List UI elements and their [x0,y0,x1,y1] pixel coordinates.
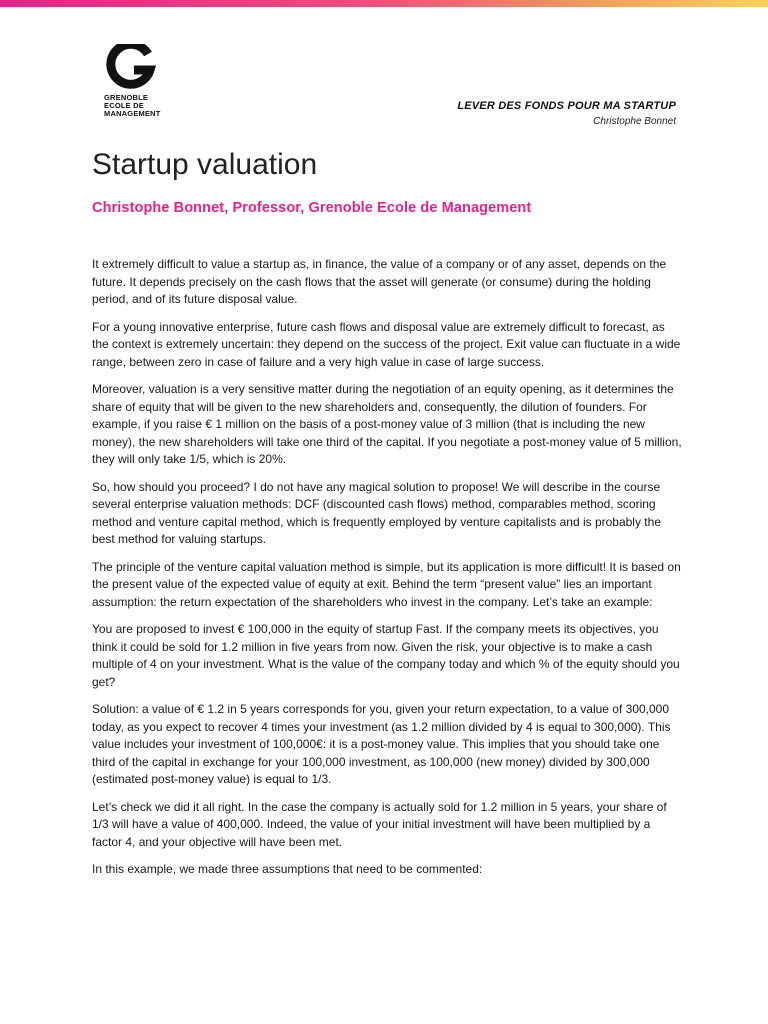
grenoble-logo [104,44,164,118]
header-author: Christophe Bonnet [593,116,676,127]
paragraph: So, how should you proceed? I do not have any magical solution to propose! We will describe in the course several enterprise valuation methods: DCF (discounted cash flows) method, comparables method, scoring method and venture capital method, which is frequently employed by venture capitalists and is probably the best method for valuing startups. [92,479,661,546]
paragraph: Solution: a value of € 1.2 in 5 years corresponds for you, given your return expectation, to a value of 300,000 today, as you expect to recover 4 times your investment (as 1.2 million divided by 4 is equal to 300,000). This value includes your investment of 100,000€: it is a post-money value. This implies that you should take one third of the capital in exchange for your 100,000 investment, as 100,000 (new money) divided by 300,000 (estimated post-money value) is equal to 1/3. [92,702,671,786]
document-subtitle: Christophe Bonnet, Professor, Grenoble Ecole de Management [92,200,532,216]
paragraph: It extremely difficult to value a startup as, in finance, the value of a company or of any asset, depends on the future. It depends precisely on the cash flows that the asset will generate (or consume) during the holding period, and of its future disposal value. [92,257,667,306]
document-body [92,256,682,889]
header-title: LEVER DES FONDS POUR MA STARTUP [457,100,676,112]
g-logo-icon [104,44,156,90]
paragraph: Moreover, valuation is a very sensitive matter during the negotiation of an equity opening, as it determines the share of equity that will be given to the new shareholders and, consequently, the dilution of founders. For example, if you raise € 1 million on the basis of a post-money value of 3 million (that is including the new money), the new shareholders will take one third of the capital. If you negotiate a post-money value of 5 million, they will only take 1/5, which is 20%. [92,382,682,466]
running-header [457,100,676,127]
document-title: Startup valuation [92,148,318,181]
top-gradient-bar [0,0,768,7]
paragraph: You are proposed to invest € 100,000 in the equity of startup Fast. If the company meets its objectives, you think it could be sold for 1.2 million in five years from now. Given the risk, your objective is to make a cash multiple of 4 on your investment. What is the value of the company today and which % of the equity should you get? [92,622,680,689]
paragraph: For a young innovative enterprise, future cash flows and disposal value are extremely difficult to forecast, as the context is extremely uncertain: they depend on the success of the project. Exit value can fluctuate in a wide range, between zero in case of failure and a very high value in case of large success. [92,319,681,369]
logo-line: ECOLE DE [104,101,144,110]
paragraph: In this example, we made three assumptions that need to be commented: [92,862,483,876]
logo-line: MANAGEMENT [104,109,161,118]
paragraph: The principle of the venture capital valuation method is simple, but its application is more difficult! It is based on the present value of the expected value of equity at exit. Behind the term “present value” lies an important assumption: the return expectation of the shareholders who invest in the company. Let’s take an example: [92,559,681,609]
logo-line: GRENOBLE [104,93,149,102]
logo-wordmark [104,94,164,118]
paragraph: Let’s check we did it all right. In the case the company is actually sold for 1.2 million in 5 years, your share of 1/3 will have a value of 400,000. Indeed, the value of your initial investment will have been multiplied by a factor 4, and your objective will have been met. [92,799,667,849]
